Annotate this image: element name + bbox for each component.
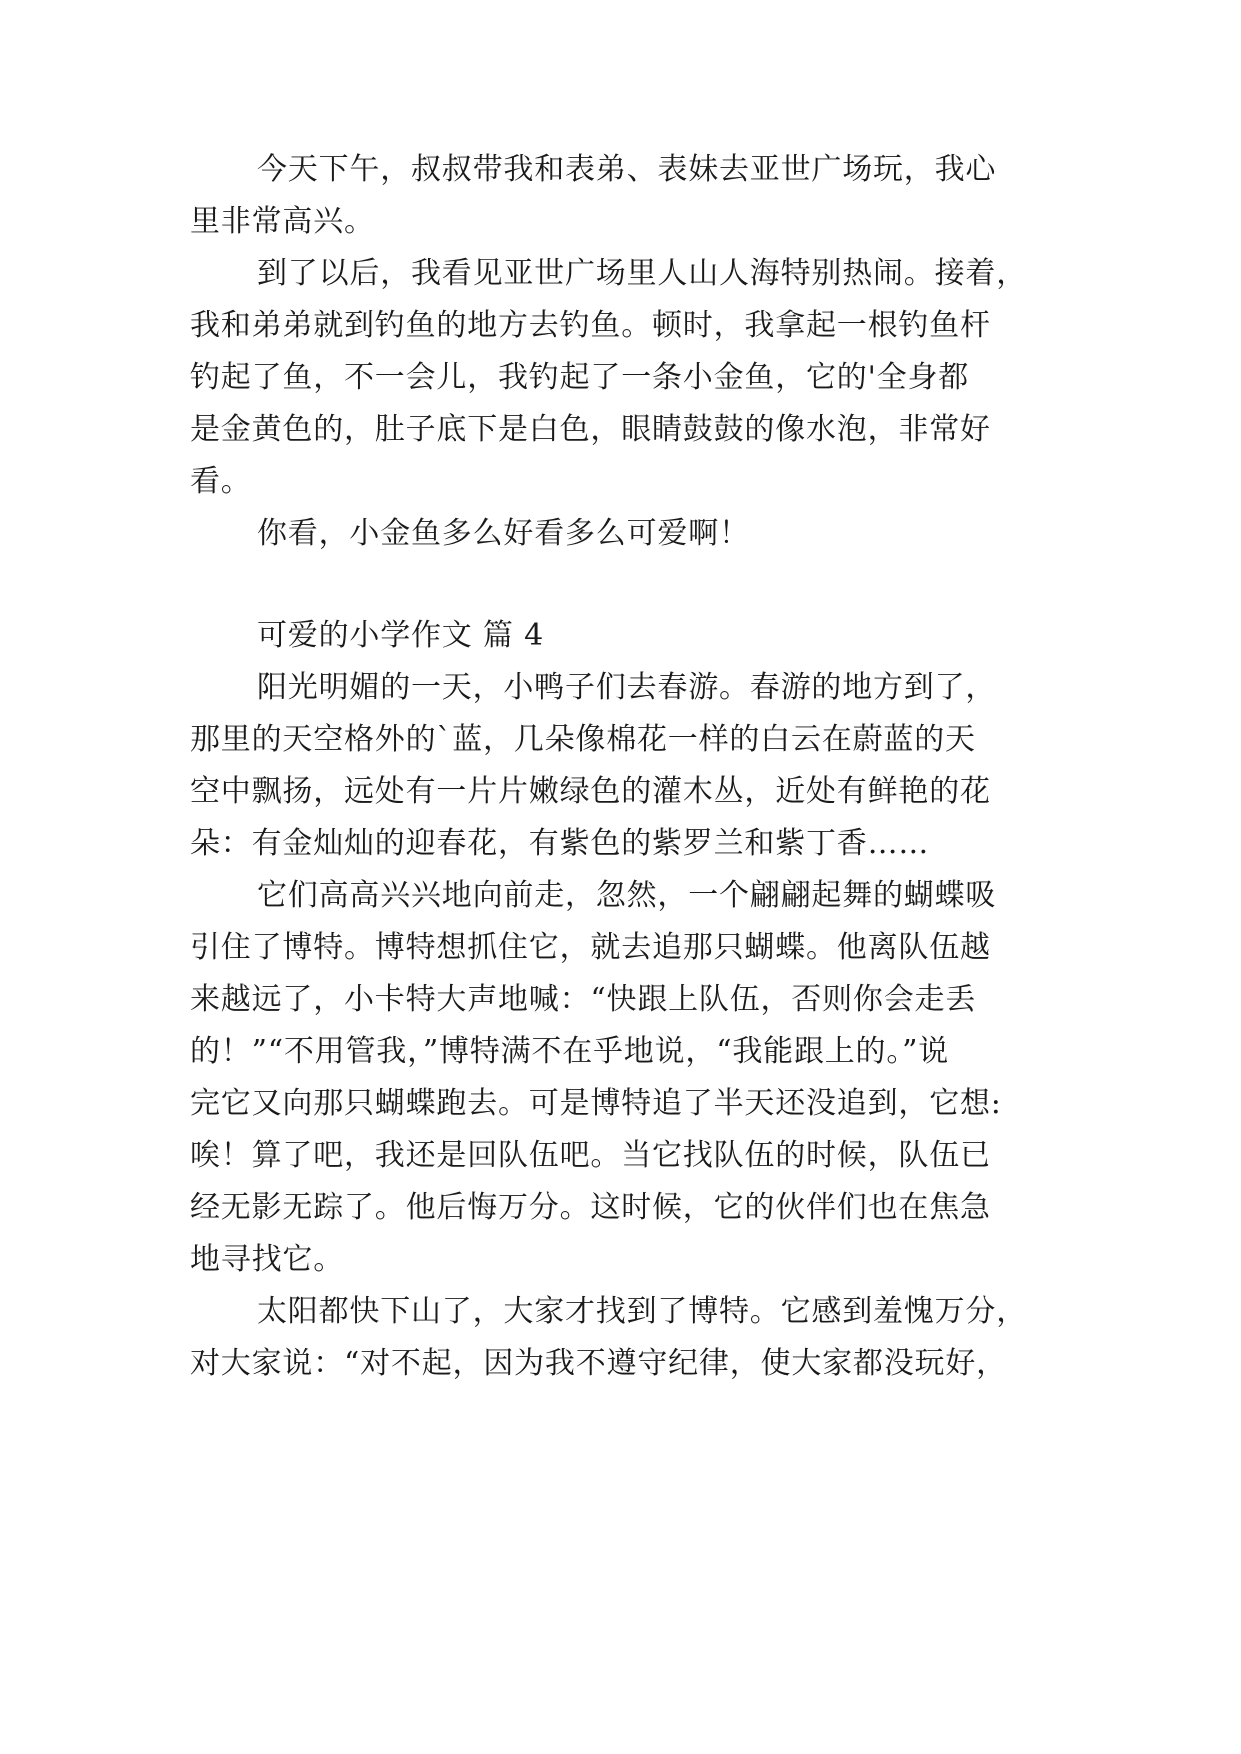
paragraph-4-line-2: 那里的天空格外的`蓝，几朵像棉花一样的白云在蔚蓝的天 bbox=[190, 722, 976, 757]
paragraph-6-line-1: 太阳都快下山了，大家才找到了博特。它感到羞愧万分， bbox=[257, 1294, 1027, 1329]
section-heading: 可爱的小学作文 篇 4 bbox=[257, 618, 544, 653]
paragraph-4-line-1: 阳光明媚的一天，小鸭子们去春游。春游的地方到了， bbox=[257, 670, 997, 705]
paragraph-3-line-1: 你看，小金鱼多么好看多么可爱啊！ bbox=[257, 516, 750, 551]
paragraph-5-line-4: 的！”“不用管我，”博特满不在乎地说，“我能跟上的。”说 bbox=[190, 1034, 950, 1069]
paragraph-5-line-2: 引住了博特。博特想抓住它，就去追那只蝴蝶。他离队伍越 bbox=[190, 930, 991, 965]
paragraph-2-line-4: 是金黄色的，肚子底下是白色，眼睛鼓鼓的像水泡，非常好 bbox=[190, 412, 991, 447]
paragraph-1-line-1: 今天下午，叔叔带我和表弟、表妹去亚世广场玩，我心 bbox=[257, 152, 997, 187]
paragraph-5-line-5: 完它又向那只蝴蝶跑去。可是博特追了半天还没追到，它想: bbox=[190, 1086, 1002, 1121]
paragraph-1-line-2: 里非常高兴。 bbox=[190, 204, 375, 239]
paragraph-2-line-5: 看。 bbox=[190, 464, 252, 499]
paragraph-2-line-3: 钓起了鱼，不一会儿，我钓起了一条小金鱼，它的'全身都 bbox=[190, 360, 970, 395]
paragraph-5-line-6: 唉！算了吧，我还是回队伍吧。当它找队伍的时候，队伍已 bbox=[190, 1138, 991, 1173]
paragraph-5-line-7: 经无影无踪了。他后悔万分。这时候，它的伙伴们也在焦急 bbox=[190, 1190, 991, 1225]
paragraph-5-line-1: 它们高高兴兴地向前走，忽然，一个翩翩起舞的蝴蝶吸 bbox=[257, 878, 997, 913]
paragraph-4-line-3: 空中飘扬，远处有一片片嫩绿色的灌木丛，近处有鲜艳的花 bbox=[190, 774, 991, 809]
paragraph-5-line-8: 地寻找它。 bbox=[190, 1242, 344, 1277]
paragraph-2-line-2: 我和弟弟就到钓鱼的地方去钓鱼。顿时，我拿起一根钓鱼杆 bbox=[190, 308, 991, 343]
paragraph-5-line-3: 来越远了，小卡特大声地喊：“快跟上队伍，否则你会走丢 bbox=[190, 982, 977, 1017]
paragraph-6-line-2: 对大家说：“对不起，因为我不遵守纪律，使大家都没玩好， bbox=[190, 1346, 1007, 1381]
paragraph-2-line-1: 到了以后，我看见亚世广场里人山人海特别热闹。接着， bbox=[257, 256, 1027, 291]
paragraph-4-line-4: 朵：有金灿灿的迎春花，有紫色的紫罗兰和紫丁香…… bbox=[190, 826, 930, 861]
